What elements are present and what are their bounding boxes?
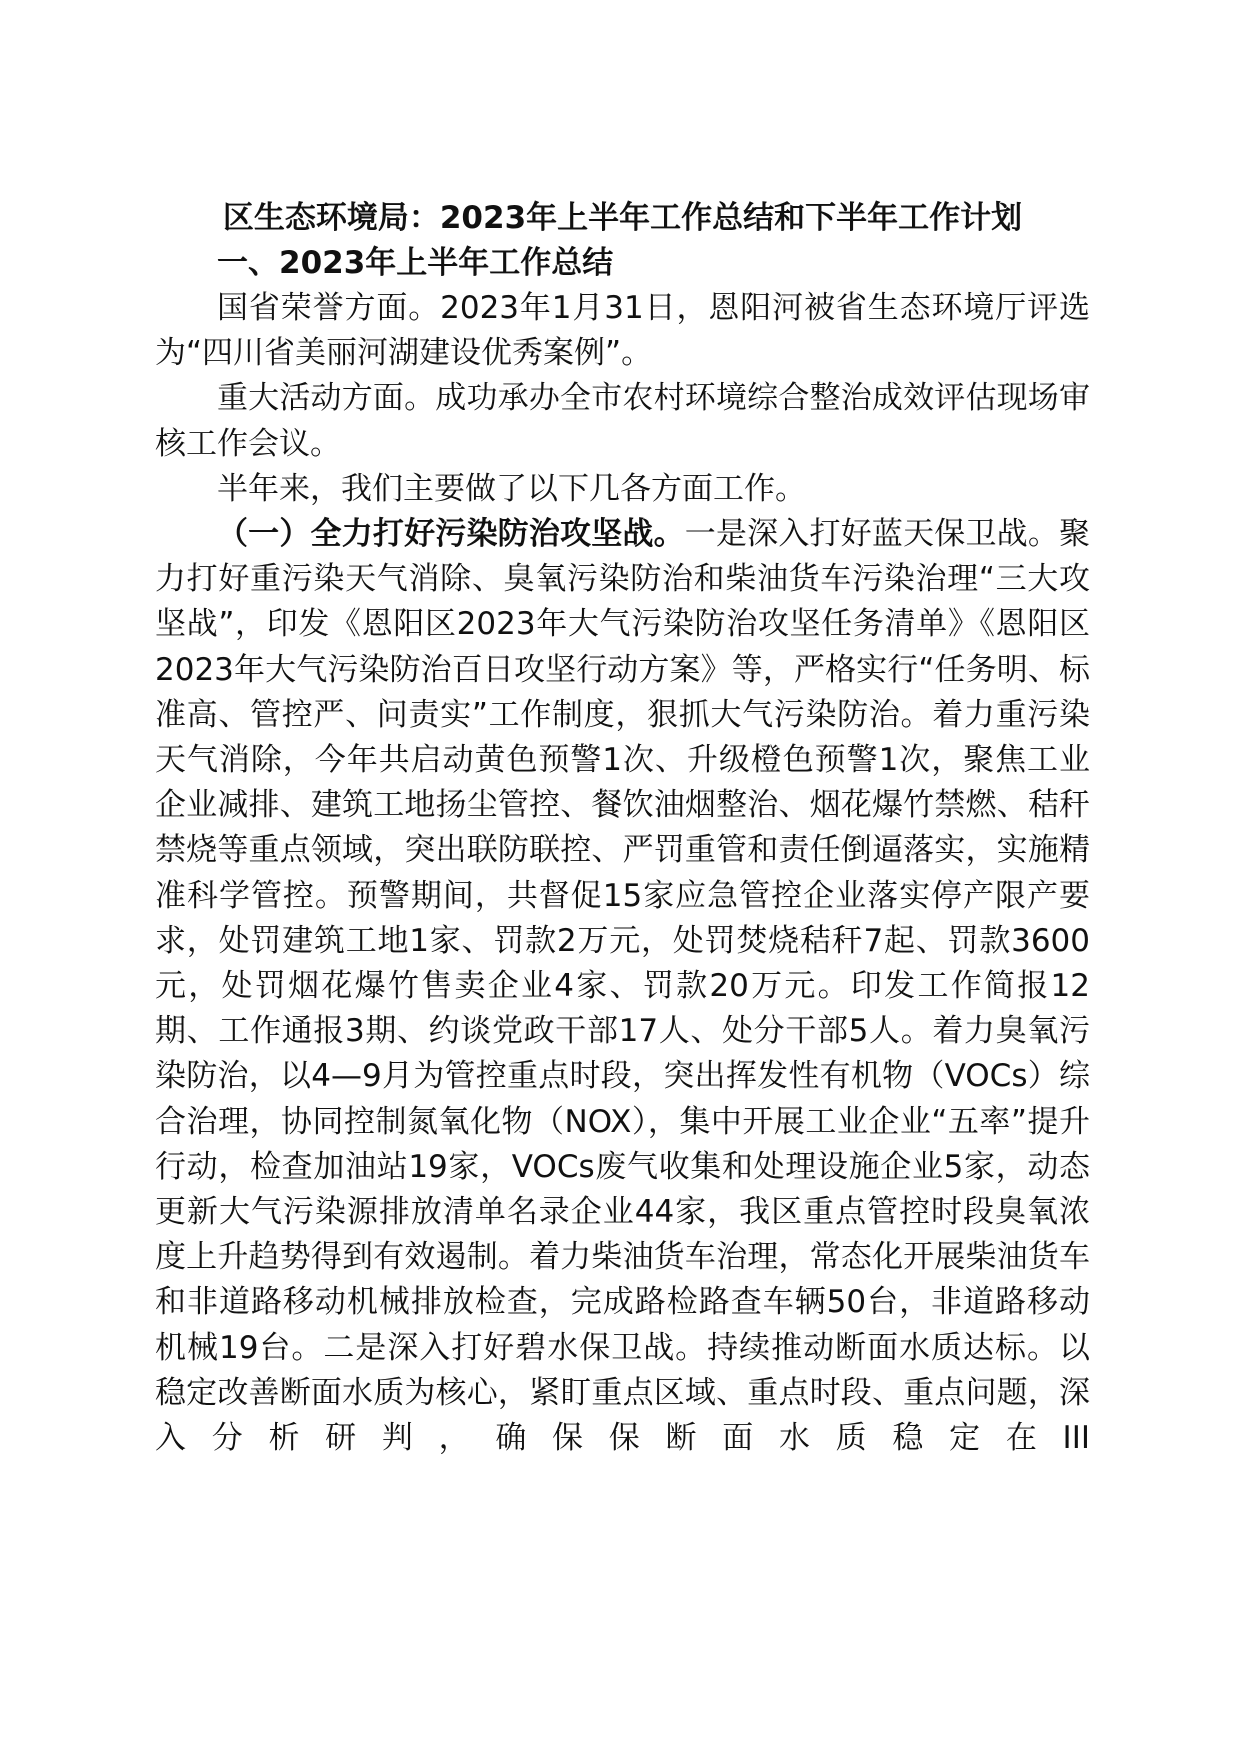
section-heading: 一、2023年上半年工作总结 xyxy=(217,245,614,281)
document-body xyxy=(155,196,1090,1461)
paragraph-pollution-control xyxy=(155,512,1090,1461)
document-title: 区生态环境局：2023年上半年工作总结和下半年工作计划 xyxy=(222,200,1023,236)
paragraph-major-events xyxy=(155,376,1090,466)
paragraph-intro-text: 半年来，我们主要做了以下几各方面工作。 xyxy=(217,470,806,507)
paragraph-pollution-control-text: 一是深入打好蓝天保卫战。聚力打好重污染天气消除、臭氧污染防治和柴油货车污染治理“三大攻坚战”，印发《恩阳区2023年大气污染防治攻坚任务清单》《恩阳区2023年大气污染防治百日攻坚行动方案》等，严格实行“任务明、标准高、管控严、问责实”工作制度，狠抓大气污染防治。着力重污染天气消除，今年共启动黄色预警1次、升级橙色预警1次，聚焦工业企业减排、建筑工地扬尘管控、餐饮油烟整治、烟花爆竹禁燃、秸秆禁烧等重点领域，突出联防联控、严罚重管和责任倒逼落实，实施精准科学管控。预警期间，共督促15家应急管控企业落实停产限产要求，处罚建筑工地1家、罚款2万元，处罚焚烧秸秆7起、罚款3600元，处罚烟花爆竹售卖企业4家、罚款20万元。印发工作简报12期、工作通报3期、约谈党政干部17人、处分干部5人。着力臭氧污染防治，以4—9月为管控重点时段，突出挥发性有机物（VOCs）综合治理，协同控制氮氧化物（NOX），集中开展工业企业“五率”提升行动，检查加油站19家，VOCs废气收集和处理设施企业5家，动态更新大气污染源排放清单名录企业44家，我区重点管控时段臭氧浓度上升趋势得到有效遏制。着力柴油货车治理，常态化开展柴油货车和非道路移动机械排放检查，完成路检路查车辆50台，非道路移动机械19台。二是深入打好碧水保卫战。持续推动断面水质达标。以稳定改善断面水质为核心，紧盯重点区域、重点时段、重点问题，深入分析研判，确保保断面水质稳定在III xyxy=(155,516,1091,1457)
paragraph-honors-text: 国省荣誉方面。2023年1月31日，恩阳河被省生态环境厅评选为“四川省美丽河湖建设优秀案例”。 xyxy=(155,290,1090,372)
paragraph-intro xyxy=(155,467,1090,512)
paragraph-pollution-control-lead: （一）全力打好污染防治攻坚战。 xyxy=(217,516,685,553)
paragraph-honors xyxy=(155,286,1090,376)
paragraph-major-events-text: 重大活动方面。成功承办全市农村环境综合整治成效评估现场审核工作会议。 xyxy=(155,380,1090,462)
